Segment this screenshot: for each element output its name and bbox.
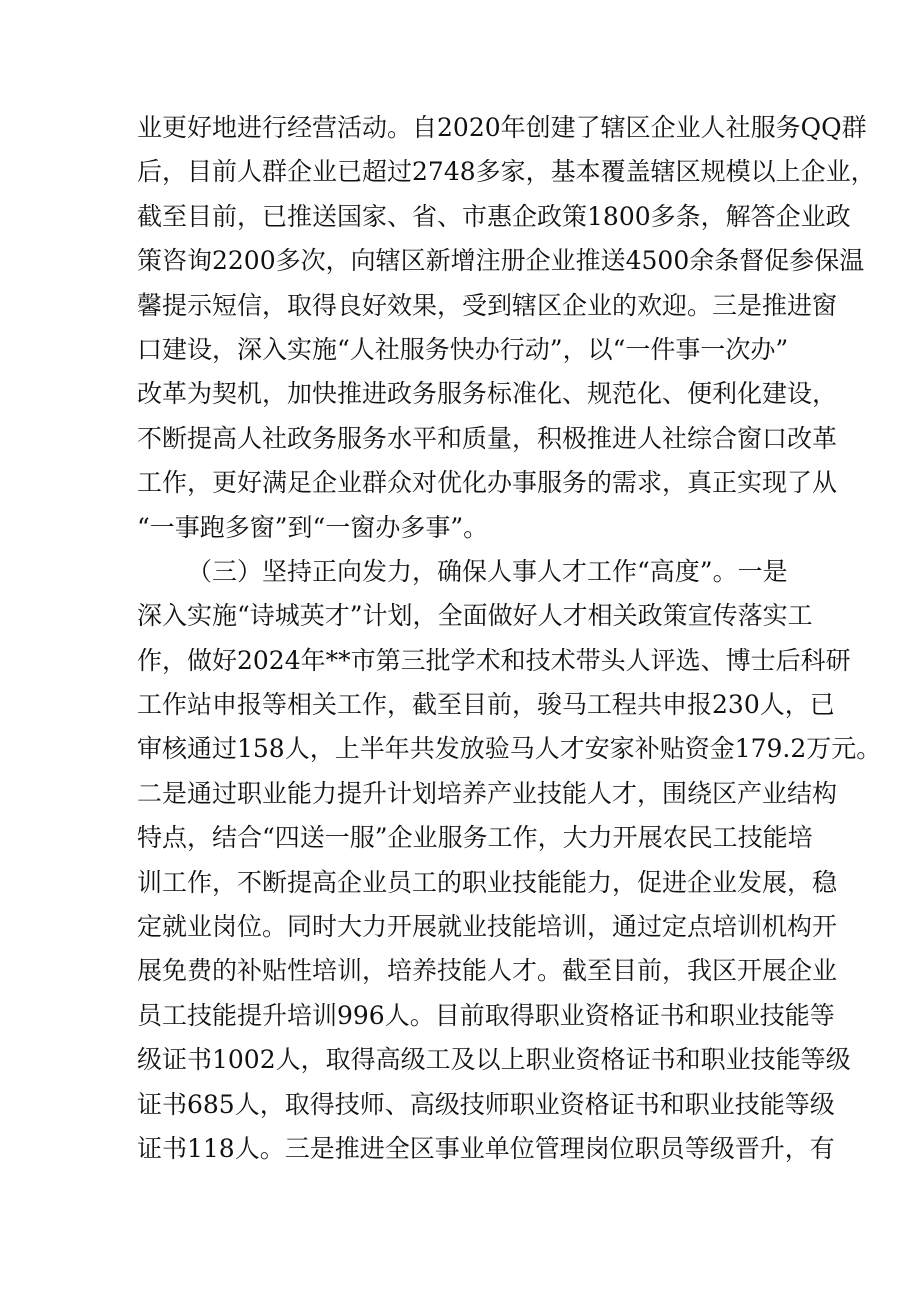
text-line: “一事跑多窗”到“一窗办多事”。 <box>137 512 489 542</box>
text-line: 后，目前人群企业已超过2748多家，基本覆盖辖区规模以上企业， <box>137 157 876 187</box>
text-line: 工作，更好满足企业群众对优化办事服务的需求，真正实现了从 <box>137 468 838 498</box>
text-line: 审核通过158人，上半年共发放验马人才安家补贴资金179.2万元。 <box>137 734 882 764</box>
text-line: 级证书1002人，取得高级工及以上职业资格证书和职业技能等级 <box>137 1045 851 1075</box>
text-line: 截至目前，已推送国家、省、市惠企政策1800多条，解答企业政 <box>137 201 851 231</box>
text-line: 业更好地进行经营活动。自2020年创建了辖区企业人社服务QQ群 <box>137 113 867 142</box>
section-heading-line: （三）坚持正向发力，确保人事人才工作“高度”。一是 <box>187 556 788 586</box>
text-line: 证书685人，取得技师、高级技师职业资格证书和职业技能等级 <box>137 1089 835 1119</box>
text-line: 特点，结合“四送一服”企业服务工作，大力开展农民工技能培 <box>137 823 813 853</box>
body-text <box>137 106 882 1171</box>
text-line: 深入实施“诗城英才”计划，全面做好人才相关政策宣传落实工 <box>137 601 813 631</box>
text-line: 改革为契机，加快推进政务服务标准化、规范化、便利化建设， <box>137 379 838 409</box>
text-line: 证书118人。三是推进全区事业单位管理岗位职员等级晋升，有 <box>137 1133 835 1163</box>
text-line: 策咨询2200多次，向辖区新增注册企业推送4500余条督促参保温 <box>137 246 865 276</box>
text-line: 员工技能提升培训996人。目前取得职业资格证书和职业技能等 <box>137 1000 835 1030</box>
text-line: 工作站申报等相关工作，截至目前，骏马工程共申报230人，已 <box>137 690 835 720</box>
text-line: 展免费的补贴性培训，培养技能人才。截至目前，我区开展企业 <box>137 956 838 986</box>
text-line: 训工作，不断提高企业员工的职业技能能力，促进企业发展，稳 <box>137 867 838 897</box>
text-line: 作，做好2024年**市第三批学术和技术带头人评选、博士后科研 <box>137 645 851 675</box>
text-line: 定就业岗位。同时大力开展就业技能培训，通过定点培训机构开 <box>137 912 838 942</box>
text-line: 口建设，深入实施“人社服务快办行动”，以“一件事一次办” <box>137 334 789 364</box>
text-line: 不断提高人社政务服务水平和质量，积极推进人社综合窗口改革 <box>137 423 838 453</box>
text-line: 馨提示短信，取得良好效果，受到辖区企业的欢迎。三是推进窗 <box>137 290 838 320</box>
text-line: 二是通过职业能力提升计划培养产业技能人才，围绕区产业结构 <box>137 778 838 808</box>
